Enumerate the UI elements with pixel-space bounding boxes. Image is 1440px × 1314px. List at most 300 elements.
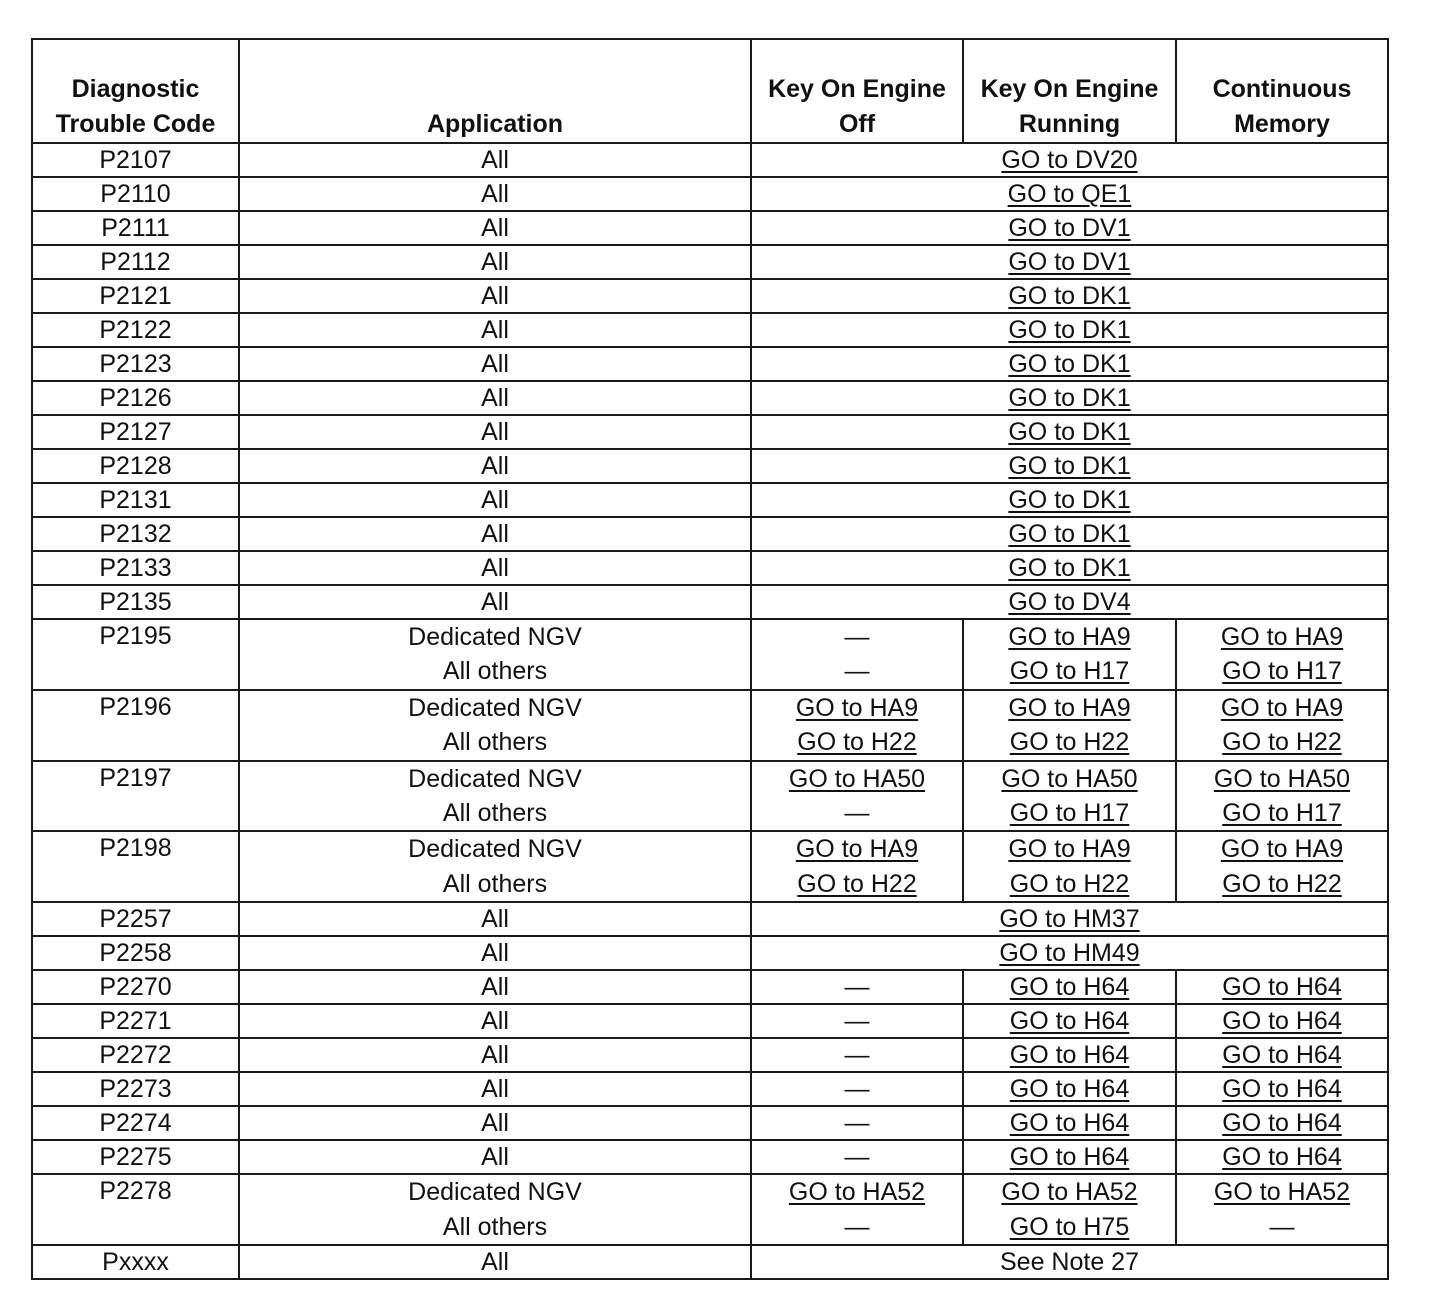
table-row xyxy=(32,970,1388,1004)
dtc-code-cell xyxy=(32,245,239,279)
application-text: All xyxy=(481,1109,509,1138)
table-row xyxy=(32,313,1388,347)
go-to-link[interactable]: GO to HM37 xyxy=(999,905,1140,934)
koer-line xyxy=(964,867,1175,901)
go-to-link[interactable]: GO to H17 xyxy=(1222,657,1342,686)
go-to-link[interactable]: GO to H22 xyxy=(1222,728,1342,757)
application-text: All xyxy=(481,520,509,548)
dtc-code: Pxxxx xyxy=(102,1247,169,1276)
application-text: All xyxy=(481,350,509,378)
table-row xyxy=(32,381,1388,415)
application-text: All xyxy=(481,418,509,446)
not-applicable-dash: — xyxy=(844,1075,870,1104)
header-continuous-memory: Continuous Memory xyxy=(1176,39,1388,143)
go-to-link[interactable]: GO to H64 xyxy=(1222,1075,1342,1104)
continuous-memory-cell xyxy=(1176,1106,1388,1140)
koer-line xyxy=(964,725,1175,759)
not-applicable-dash: — xyxy=(844,1212,870,1241)
dtc-code: P2197 xyxy=(99,763,172,792)
continuous-memory-cell xyxy=(1176,1038,1388,1072)
application-cell xyxy=(239,313,751,347)
dtc-code-cell xyxy=(32,1140,239,1174)
dtc-code: P2272 xyxy=(99,1041,172,1070)
table-row xyxy=(32,761,1388,832)
action-text: See Note 27 xyxy=(1000,1247,1139,1276)
continuous-memory-cell xyxy=(1176,1174,1388,1245)
application-line xyxy=(240,867,750,901)
action-cell xyxy=(751,1245,1388,1279)
koer-line xyxy=(964,832,1175,866)
application-line xyxy=(240,1175,750,1209)
action-cell xyxy=(751,585,1388,619)
application-cell xyxy=(239,381,751,415)
dtc-code-cell xyxy=(32,1106,239,1140)
application-cell xyxy=(239,831,751,902)
not-applicable-dash: — xyxy=(844,1041,870,1070)
application-text: All others xyxy=(442,1212,548,1241)
application-cell xyxy=(239,936,751,970)
application-cell xyxy=(239,1174,751,1245)
dtc-code-cell xyxy=(32,970,239,1004)
action-cell xyxy=(751,936,1388,970)
koeo-line xyxy=(752,832,962,866)
table-row xyxy=(32,517,1388,551)
go-to-link[interactable]: GO to H22 xyxy=(1009,728,1130,757)
not-applicable-dash: — xyxy=(844,1143,870,1172)
go-to-link[interactable]: GO to H64 xyxy=(1222,1109,1342,1138)
action-cell xyxy=(751,517,1388,551)
koer-line xyxy=(964,654,1175,688)
table-row xyxy=(32,483,1388,517)
go-to-link[interactable]: GO to DK1 xyxy=(1008,282,1131,310)
table-row xyxy=(32,1245,1388,1279)
koer-line xyxy=(964,691,1175,725)
application-cell xyxy=(239,1140,751,1174)
dtc-code-cell xyxy=(32,517,239,551)
application-text: All others xyxy=(442,728,548,757)
application-text: All others xyxy=(442,869,548,898)
application-text: All xyxy=(481,588,509,616)
koeo-cell xyxy=(751,619,963,690)
go-to-link[interactable]: GO to HA9 xyxy=(795,835,919,864)
go-to-link[interactable]: GO to DV1 xyxy=(1008,214,1131,242)
action-cell xyxy=(751,381,1388,415)
go-to-link[interactable]: GO to DK1 xyxy=(1008,418,1131,446)
continuous-memory-cell xyxy=(1176,619,1388,690)
not-applicable-dash: — xyxy=(844,1007,870,1036)
continuous-memory-cell xyxy=(1176,1072,1388,1106)
dtc-code-cell xyxy=(32,936,239,970)
go-to-link[interactable]: GO to HA9 xyxy=(795,693,919,722)
table-row xyxy=(32,1038,1388,1072)
dtc-code: P2131 xyxy=(99,486,172,514)
continuous-memory-line xyxy=(1177,691,1387,725)
koer-line xyxy=(964,1210,1175,1244)
continuous-memory-line xyxy=(1177,796,1387,830)
koeo-cell xyxy=(751,690,963,761)
not-applicable-dash: — xyxy=(844,623,870,651)
application-cell xyxy=(239,245,751,279)
koer-line xyxy=(964,762,1175,796)
application-text: All xyxy=(481,1075,509,1104)
continuous-memory-line xyxy=(1177,654,1387,688)
continuous-memory-cell xyxy=(1176,831,1388,902)
application-text: All xyxy=(481,939,509,968)
dtc-code: P2274 xyxy=(99,1109,172,1138)
go-to-link[interactable]: GO to H17 xyxy=(1222,798,1342,827)
header-application: Application xyxy=(239,39,751,143)
dtc-code-cell xyxy=(32,143,239,177)
application-text: All xyxy=(481,214,509,242)
application-text: All xyxy=(481,554,509,582)
go-to-link[interactable]: GO to DK1 xyxy=(1008,452,1131,480)
go-to-link[interactable]: GO to DK1 xyxy=(1008,486,1131,514)
action-cell xyxy=(751,279,1388,313)
dtc-code-cell xyxy=(32,211,239,245)
not-applicable-dash: — xyxy=(1269,1212,1295,1241)
action-cell xyxy=(751,483,1388,517)
go-to-link[interactable]: GO to DK1 xyxy=(1008,554,1131,582)
go-to-link[interactable]: GO to HA9 xyxy=(1220,693,1344,722)
continuous-memory-line xyxy=(1177,832,1387,866)
not-applicable-dash: — xyxy=(844,798,870,827)
table-row xyxy=(32,936,1388,970)
dtc-code: P2111 xyxy=(101,214,170,242)
continuous-memory-line xyxy=(1177,1175,1387,1209)
go-to-link[interactable]: GO to H64 xyxy=(1009,1075,1130,1104)
koer-line xyxy=(964,796,1175,830)
action-cell xyxy=(751,143,1388,177)
application-text: All xyxy=(481,384,509,412)
go-to-link[interactable]: GO to DK1 xyxy=(1008,384,1131,412)
table-row xyxy=(32,619,1388,690)
table-row xyxy=(32,449,1388,483)
continuous-memory-cell xyxy=(1176,761,1388,832)
action-cell xyxy=(751,347,1388,381)
go-to-link[interactable]: GO to HA50 xyxy=(1213,764,1351,793)
action-cell xyxy=(751,313,1388,347)
koer-cell xyxy=(963,1106,1176,1140)
application-cell xyxy=(239,1038,751,1072)
dtc-code: P2132 xyxy=(99,520,172,548)
dtc-code: P2275 xyxy=(99,1143,172,1172)
dtc-code-cell xyxy=(32,1245,239,1279)
go-to-link[interactable]: GO to H64 xyxy=(1222,973,1342,1002)
table-row xyxy=(32,831,1388,902)
table-row xyxy=(32,1106,1388,1140)
application-cell xyxy=(239,619,751,690)
go-to-link[interactable]: GO to DV1 xyxy=(1008,248,1131,276)
application-cell xyxy=(239,690,751,761)
dtc-code: P2198 xyxy=(99,834,172,863)
dtc-code-cell xyxy=(32,761,239,832)
table-row xyxy=(32,177,1388,211)
application-text: Dedicated NGV xyxy=(408,623,582,651)
application-text: Dedicated NGV xyxy=(408,835,582,864)
koeo-cell xyxy=(751,831,963,902)
application-line xyxy=(240,832,750,866)
koeo-line xyxy=(752,691,962,725)
go-to-link[interactable]: GO to HA52 xyxy=(1001,1178,1138,1207)
dtc-code-cell xyxy=(32,1174,239,1245)
application-cell xyxy=(239,551,751,585)
table-row xyxy=(32,143,1388,177)
koer-cell xyxy=(963,1174,1176,1245)
table-row xyxy=(32,585,1388,619)
table-body xyxy=(32,143,1388,1279)
go-to-link[interactable]: GO to H64 xyxy=(1222,1007,1342,1036)
table-row xyxy=(32,902,1388,936)
go-to-link[interactable]: GO to H22 xyxy=(797,728,917,757)
koer-cell xyxy=(963,1038,1176,1072)
application-cell xyxy=(239,761,751,832)
dtc-code: P2257 xyxy=(99,905,172,934)
go-to-link[interactable]: GO to HM49 xyxy=(999,939,1140,968)
application-cell xyxy=(239,1245,751,1279)
dtc-table xyxy=(31,38,1389,1280)
dtc-code-cell xyxy=(32,313,239,347)
table-row xyxy=(32,347,1388,381)
go-to-link[interactable]: GO to H75 xyxy=(1009,1212,1130,1241)
application-cell xyxy=(239,449,751,483)
header-key-on-engine-off: Key On Engine Off xyxy=(751,39,963,143)
koeo-line xyxy=(752,762,962,796)
application-cell xyxy=(239,483,751,517)
dtc-code-cell xyxy=(32,585,239,619)
dtc-code: P2128 xyxy=(99,452,172,480)
application-cell xyxy=(239,279,751,313)
table-row xyxy=(32,211,1388,245)
continuous-memory-cell xyxy=(1176,970,1388,1004)
koer-cell xyxy=(963,690,1176,761)
go-to-link[interactable]: GO to H17 xyxy=(1009,798,1130,827)
application-text: All xyxy=(481,486,509,514)
application-line xyxy=(240,691,750,725)
continuous-memory-line xyxy=(1177,1210,1387,1244)
not-applicable-dash: — xyxy=(844,1109,870,1138)
dtc-code: P2127 xyxy=(99,418,172,446)
go-to-link[interactable]: GO to H64 xyxy=(1009,1143,1130,1172)
application-line xyxy=(240,1210,750,1244)
application-cell xyxy=(239,970,751,1004)
dtc-code: P2133 xyxy=(99,554,172,582)
dtc-code-cell xyxy=(32,347,239,381)
application-line xyxy=(240,725,750,759)
application-line xyxy=(240,620,750,654)
dtc-code-cell xyxy=(32,449,239,483)
go-to-link[interactable]: GO to H22 xyxy=(1222,869,1342,898)
dtc-code: P2258 xyxy=(99,939,172,968)
continuous-memory-line xyxy=(1177,762,1387,796)
application-cell xyxy=(239,1072,751,1106)
continuous-memory-cell xyxy=(1176,690,1388,761)
dtc-code-cell xyxy=(32,831,239,902)
application-line xyxy=(240,796,750,830)
application-cell xyxy=(239,211,751,245)
continuous-memory-cell xyxy=(1176,1004,1388,1038)
application-line xyxy=(240,654,750,688)
koer-cell xyxy=(963,970,1176,1004)
go-to-link[interactable]: GO to H17 xyxy=(1009,657,1130,686)
table-row xyxy=(32,279,1388,313)
action-cell xyxy=(751,211,1388,245)
go-to-link[interactable]: GO to HA9 xyxy=(1008,623,1131,651)
dtc-code: P2273 xyxy=(99,1075,172,1104)
continuous-memory-line xyxy=(1177,725,1387,759)
table-row xyxy=(32,245,1388,279)
go-to-link[interactable]: GO to DK1 xyxy=(1008,316,1131,344)
go-to-link[interactable]: GO to H64 xyxy=(1009,1041,1130,1070)
header-row xyxy=(32,39,1388,143)
dtc-code-cell xyxy=(32,177,239,211)
koer-line xyxy=(964,1175,1175,1209)
koer-cell xyxy=(963,1004,1176,1038)
application-text: All xyxy=(481,1041,509,1070)
table-row xyxy=(32,690,1388,761)
dtc-code: P2123 xyxy=(99,350,172,378)
not-applicable-dash: — xyxy=(844,973,870,1002)
application-cell xyxy=(239,347,751,381)
go-to-link[interactable]: GO to HA50 xyxy=(788,764,926,793)
go-to-link[interactable]: GO to HA9 xyxy=(1220,623,1344,651)
application-cell xyxy=(239,902,751,936)
table-row xyxy=(32,1174,1388,1245)
dtc-code-cell xyxy=(32,381,239,415)
application-text: Dedicated NGV xyxy=(408,693,582,722)
dtc-code-cell xyxy=(32,415,239,449)
koeo-cell xyxy=(751,1004,963,1038)
dtc-code: P2122 xyxy=(99,316,172,344)
go-to-link[interactable]: GO to H22 xyxy=(797,869,917,898)
application-cell xyxy=(239,585,751,619)
dtc-code-cell xyxy=(32,1038,239,1072)
continuous-memory-cell xyxy=(1176,1140,1388,1174)
dtc-code: P2121 xyxy=(99,282,172,310)
dtc-code: P2110 xyxy=(100,180,171,208)
dtc-code: P2270 xyxy=(99,973,172,1002)
application-cell xyxy=(239,415,751,449)
koer-cell xyxy=(963,1072,1176,1106)
go-to-link[interactable]: GO to QE1 xyxy=(1007,180,1132,208)
koeo-cell xyxy=(751,761,963,832)
action-cell xyxy=(751,245,1388,279)
application-text: All xyxy=(481,1247,509,1276)
koeo-line xyxy=(752,1175,962,1209)
go-to-link[interactable]: GO to H64 xyxy=(1222,1143,1342,1172)
go-to-link[interactable]: GO to DV4 xyxy=(1008,588,1131,616)
dtc-code-cell xyxy=(32,619,239,690)
go-to-link[interactable]: GO to H22 xyxy=(1009,869,1130,898)
application-text: All xyxy=(481,1007,509,1036)
koeo-cell xyxy=(751,1038,963,1072)
application-text: All xyxy=(481,282,509,310)
table-row xyxy=(32,1140,1388,1174)
go-to-link[interactable]: GO to HA52 xyxy=(788,1178,926,1207)
dtc-code-cell xyxy=(32,279,239,313)
application-text: All xyxy=(481,973,509,1002)
go-to-link[interactable]: GO to HA9 xyxy=(1008,835,1131,864)
application-text: All xyxy=(481,316,509,344)
application-text: Dedicated NGV xyxy=(408,1178,582,1207)
go-to-link[interactable]: GO to H64 xyxy=(1222,1041,1342,1070)
dtc-code-cell xyxy=(32,902,239,936)
dtc-code-cell xyxy=(32,1072,239,1106)
application-text: All xyxy=(481,1143,509,1172)
dtc-code-cell xyxy=(32,690,239,761)
header-diagnostic-trouble-code: Diagnostic Trouble Code xyxy=(32,39,239,143)
go-to-link[interactable]: GO to HA9 xyxy=(1220,835,1344,864)
go-to-link[interactable]: GO to H64 xyxy=(1009,973,1130,1002)
koeo-line xyxy=(752,1210,962,1244)
application-text: All xyxy=(481,248,509,276)
continuous-memory-line xyxy=(1177,620,1387,654)
go-to-link[interactable]: GO to HA50 xyxy=(1001,764,1138,793)
application-text: All xyxy=(481,452,509,480)
koeo-line xyxy=(752,867,962,901)
application-cell xyxy=(239,517,751,551)
dtc-code: P2195 xyxy=(99,622,172,650)
application-text: Dedicated NGV xyxy=(408,764,582,793)
dtc-code-cell xyxy=(32,551,239,585)
koer-cell xyxy=(963,761,1176,832)
go-to-link[interactable]: GO to DK1 xyxy=(1008,350,1131,378)
application-text: All xyxy=(481,180,509,208)
table-row xyxy=(32,551,1388,585)
dtc-code-cell xyxy=(32,1004,239,1038)
go-to-link[interactable]: GO to H64 xyxy=(1009,1007,1130,1036)
koer-cell xyxy=(963,619,1176,690)
table-row xyxy=(32,1072,1388,1106)
koeo-line xyxy=(752,620,962,654)
continuous-memory-line xyxy=(1177,867,1387,901)
koeo-cell xyxy=(751,1174,963,1245)
koeo-cell xyxy=(751,1140,963,1174)
action-cell xyxy=(751,415,1388,449)
dtc-code: P2135 xyxy=(99,588,172,616)
not-applicable-dash: — xyxy=(844,657,870,686)
dtc-code: P2271 xyxy=(99,1007,172,1036)
application-cell xyxy=(239,177,751,211)
application-cell xyxy=(239,143,751,177)
go-to-link[interactable]: GO to DK1 xyxy=(1008,520,1131,548)
dtc-code: P2112 xyxy=(100,248,171,276)
go-to-link[interactable]: GO to H64 xyxy=(1009,1109,1130,1138)
action-cell xyxy=(751,902,1388,936)
go-to-link[interactable]: GO to DV20 xyxy=(1001,146,1138,174)
dtc-code-cell xyxy=(32,483,239,517)
application-text: All xyxy=(481,905,509,934)
application-text: All xyxy=(481,146,509,174)
koeo-cell xyxy=(751,1072,963,1106)
koer-cell xyxy=(963,831,1176,902)
koeo-cell xyxy=(751,970,963,1004)
koeo-line xyxy=(752,796,962,830)
header-key-on-engine-running: Key On Engine Running xyxy=(963,39,1176,143)
action-cell xyxy=(751,177,1388,211)
application-line xyxy=(240,762,750,796)
application-text: All others xyxy=(442,798,548,827)
action-cell xyxy=(751,551,1388,585)
go-to-link[interactable]: GO to HA52 xyxy=(1213,1178,1351,1207)
table-row xyxy=(32,1004,1388,1038)
go-to-link[interactable]: GO to HA9 xyxy=(1008,693,1131,722)
application-cell xyxy=(239,1004,751,1038)
dtc-code: P2107 xyxy=(99,146,172,174)
table-row xyxy=(32,415,1388,449)
application-text: All others xyxy=(442,657,548,686)
dtc-code: P2126 xyxy=(99,384,172,412)
dtc-code: P2278 xyxy=(99,1177,172,1206)
